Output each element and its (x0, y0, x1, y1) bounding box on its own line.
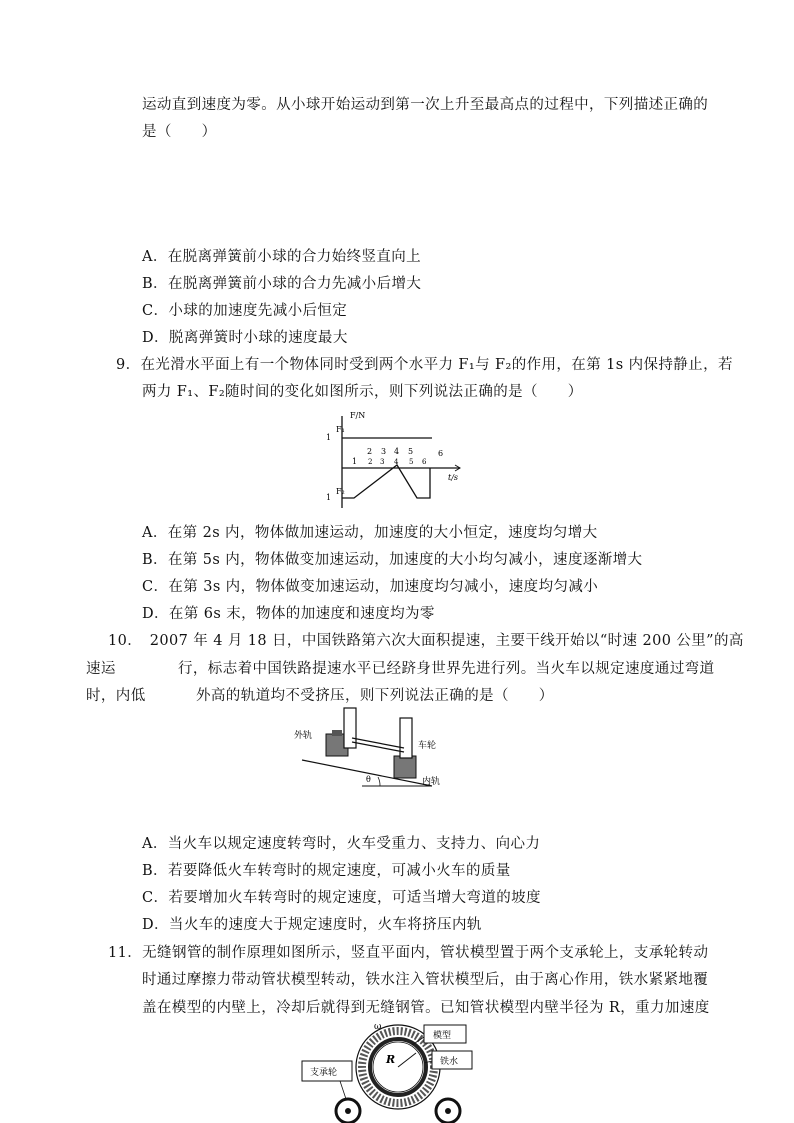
q11-stem-line3: 盖在模型的内壁上，冷却后就得到无缝钢管。已知管状模型内壁半径为 R，重力加速度 (142, 1000, 710, 1016)
q10-stem-line3-start: 时，内低 (86, 688, 146, 704)
q8-stem-line1: 运动直到速度为零。从小球开始运动到第一次上升至最高点的过程中，下列描述正确的 (142, 97, 709, 113)
q9-y-axis-label: F/N (350, 411, 366, 420)
q10-option-d: D．当火车的速度大于规定速度时，火车将挤压内轨 (142, 917, 482, 933)
q10-stem-line2-end: 行，标志着中国铁路提速水平已经跻身世界先进行列。当火车以规定速度通过弯道 (178, 661, 715, 677)
q9-option-a: A．在第 2s 内，物体做加速运动，加速度的大小恒定，速度均匀增大 (142, 525, 598, 541)
q8-option-a: A．在脱离弹簧前小球的合力始终竖直向上 (142, 249, 422, 265)
q10-option-a: A．当火车以规定速度转弯时，火车受重力、支持力、向心力 (142, 836, 541, 852)
q9-origin-tick-top: 1 (326, 433, 332, 442)
q9-t-axis-label: t/s (448, 473, 459, 482)
q9-option-c: C．在第 3s 内，物体做变加速运动，加速度均匀减小，速度均匀减小 (142, 579, 599, 595)
q9-upper-tick-1: 1 (352, 457, 358, 466)
q9-lower-tick-5: 5 (409, 458, 414, 466)
q11-stem-line1: 11．无缝钢管的制作原理如图所示，竖直平面内，管状模型置于两个支承轮上，支承轮转动 (108, 945, 709, 961)
q10-inner-rail-shape (394, 756, 416, 778)
q10-stem-line1: 10． 2007 年 4 月 18 日，中国铁路第六次大面积提速，主要干线开始以“时速 200 公里”的高 (108, 633, 744, 649)
q9-upper-tick-5: 5 (408, 447, 414, 456)
q10-option-b: B．若要降低火车转弯时的规定速度，可减小火车的质量 (142, 863, 511, 879)
q9-option-d: D．在第 6s 末，物体的加速度和速度均为零 (142, 606, 435, 622)
q8-option-b: B．在脱离弹簧前小球的合力先减小后增大 (142, 276, 422, 292)
q11-support-label: 支承轮 (310, 1068, 338, 1078)
q9-lower-tick-4: 4 (394, 458, 399, 466)
q8-option-c: C．小球的加速度先减小后恒定 (142, 303, 348, 319)
q11-radius-label: R (386, 1053, 396, 1066)
q10-stem-line2-start: 速运 (86, 661, 116, 677)
q9-lower-tick-3: 3 (380, 458, 385, 466)
q9-lower-tick-6: 6 (422, 458, 427, 466)
q10-option-c: C．若要增加火车转弯时的规定速度，可适当增大弯道的坡度 (142, 890, 541, 906)
q9-stem-line1: 9．在光滑水平面上有一个物体同时受到两个水平力 F₁与 F₂的作用，在第 1s 内保持静止，若 (116, 357, 733, 373)
q8-stem-line2: 是（ ） (142, 124, 217, 140)
q9-origin-tick-bottom: 1 (326, 493, 332, 502)
q11-seamless-pipe-diagram (300, 1023, 500, 1123)
q10-angle-label: θ (366, 775, 371, 784)
q9-upper-tick-3: 3 (381, 447, 387, 456)
q8-option-d: D．脱离弹簧时小球的速度最大 (142, 330, 348, 346)
q10-outer-rail-label: 外轨 (294, 731, 313, 741)
q9-force-time-graph (322, 408, 482, 510)
q9-upper-tick-4: 4 (394, 447, 400, 456)
q9-lower-tick-2: 2 (368, 458, 373, 466)
q10-wheel-label: 车轮 (418, 741, 437, 751)
q11-stem-line2: 时通过摩擦力带动管状模型转动，铁水注入管状模型后，由于离心作用，铁水紧紧地覆 (142, 972, 709, 988)
q9-upper-tick-6: 6 (438, 449, 444, 458)
q9-option-b: B．在第 5s 内，物体做变加速运动，加速度的大小均匀减小，速度逐渐增大 (142, 552, 643, 568)
q10-rail-diagram (292, 704, 462, 792)
q11-model-label: 模型 (433, 1031, 452, 1041)
q9-f1-label: F₁ (336, 425, 345, 434)
q11-iron-label: 铁水 (440, 1057, 459, 1067)
q10-inner-rail-label: 内轨 (422, 777, 441, 787)
q9-upper-tick-2: 2 (367, 447, 373, 456)
q9-f2-label: F₂ (336, 487, 345, 496)
q10-stem-line3-end: 外高的轨道均不受挤压，则下列说法正确的是（ ） (196, 688, 554, 704)
q11-omega-label: ω (374, 1023, 382, 1032)
q9-stem-line2: 两力 F₁、F₂随时间的变化如图所示，则下列说法正确的是（ ） (142, 384, 583, 400)
